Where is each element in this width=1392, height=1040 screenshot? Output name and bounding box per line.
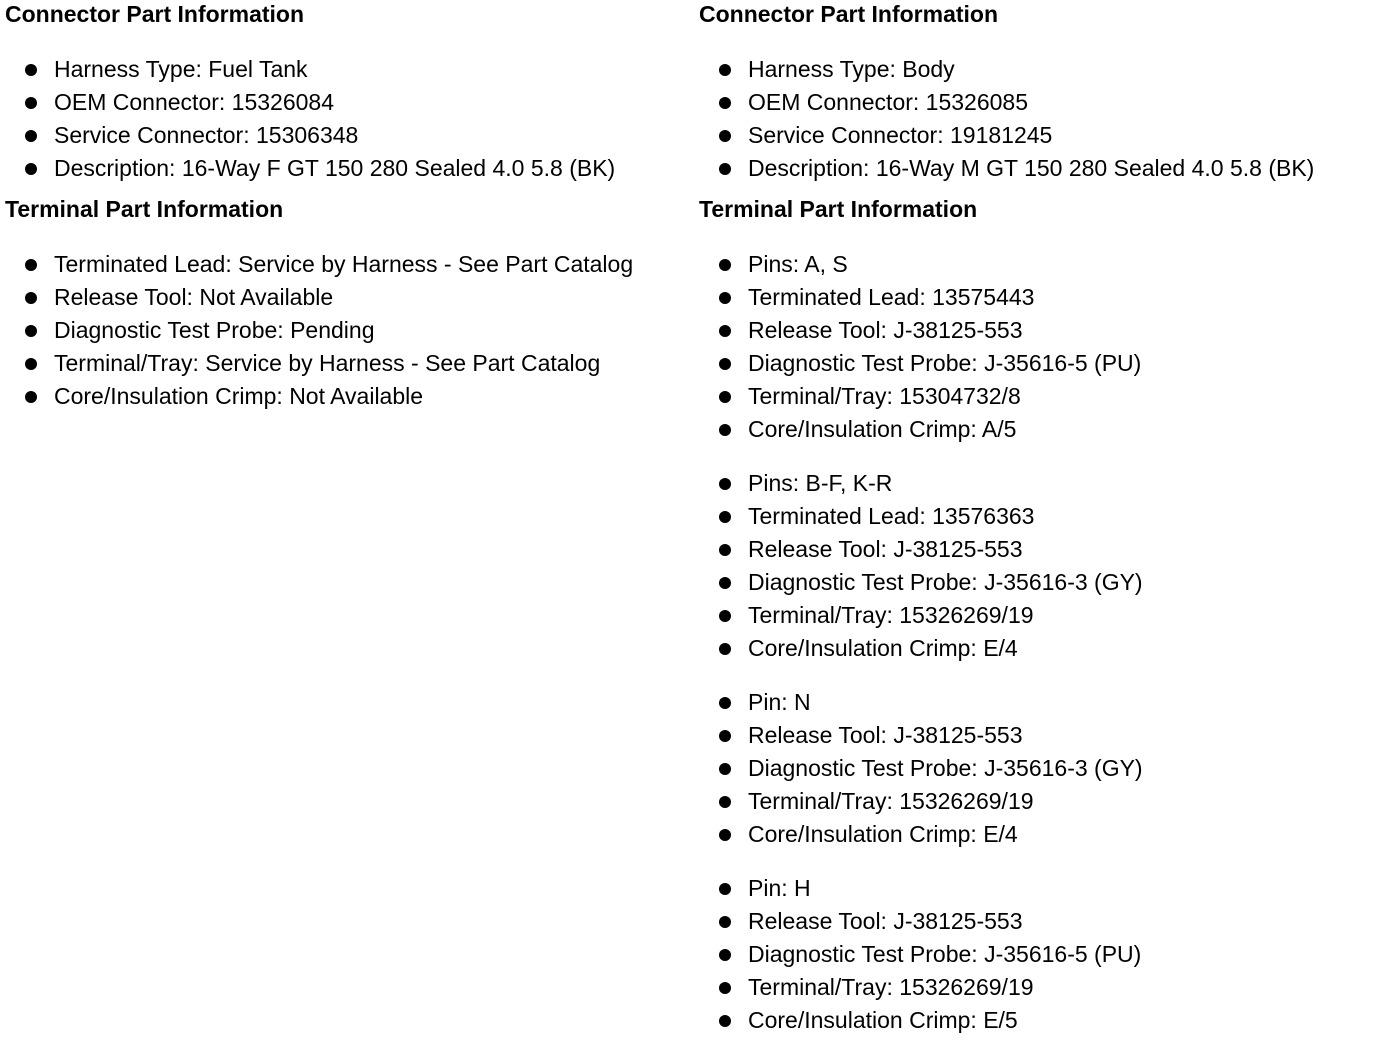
bullet-icon [25,130,37,142]
left-terminal-heading: Terminal Part Information [5,196,284,222]
list-item: Core/Insulation Crimp: E/4 [699,818,1143,851]
list-item: Release Tool: J-38125-553 [699,719,1143,752]
bullet-icon [25,97,37,109]
list-item: Core/Insulation Crimp: Not Available [5,380,633,413]
bullet-icon [719,358,731,370]
bullet-icon [25,325,37,337]
left-terminal-list [5,248,633,413]
list-item: Description: 16-Way M GT 150 280 Sealed 4.0 5.8 (BK) [699,152,1314,185]
bullet-icon [719,1015,731,1027]
bullet-icon [719,292,731,304]
bullet-icon [719,64,731,76]
list-item: Pin: H [699,872,1141,905]
bullet-icon [719,511,731,523]
bullet-icon [719,610,731,622]
list-item: Diagnostic Test Probe: Pending [5,314,633,347]
list-item: Core/Insulation Crimp: A/5 [699,413,1141,446]
bullet-icon [719,130,731,142]
list-item: Pin: N [699,686,1143,719]
bullet-icon [719,259,731,271]
list-item: Pins: B-F, K-R [699,467,1143,500]
bullet-icon [719,325,731,337]
right-terminal-heading: Terminal Part Information [699,196,978,222]
list-item: Terminated Lead: 13576363 [699,500,1143,533]
terminal-group-pin-n [699,686,1143,851]
list-item: Core/Insulation Crimp: E/4 [699,632,1143,665]
bullet-icon [719,916,731,928]
list-item: Terminal/Tray: 15304732/8 [699,380,1141,413]
bullet-icon [719,391,731,403]
list-item: Pins: A, S [699,248,1141,281]
list-item: Terminal/Tray: 15326269/19 [699,599,1143,632]
list-item: Release Tool: J-38125-553 [699,533,1143,566]
list-item: Diagnostic Test Probe: J-35616-3 (GY) [699,752,1143,785]
list-item: Service Connector: 19181245 [699,119,1314,152]
bullet-icon [25,64,37,76]
list-item: Diagnostic Test Probe: J-35616-3 (GY) [699,566,1143,599]
list-item: Diagnostic Test Probe: J-35616-5 (PU) [699,347,1141,380]
list-item: Terminal/Tray: 15326269/19 [699,785,1143,818]
bullet-icon [25,358,37,370]
bullet-icon [719,982,731,994]
terminal-group-pins-b-f-k-r [699,467,1143,665]
bullet-icon [719,163,731,175]
bullet-icon [25,292,37,304]
list-item: Terminated Lead: 13575443 [699,281,1141,314]
left-connector-heading: Connector Part Information [5,1,305,27]
right-connector-heading: Connector Part Information [699,1,999,27]
bullet-icon [719,478,731,490]
bullet-icon [719,883,731,895]
list-item: Terminated Lead: Service by Harness - See Part Catalog [5,248,633,281]
bullet-icon [719,544,731,556]
list-item: OEM Connector: 15326084 [5,86,615,119]
bullet-icon [25,391,37,403]
bullet-icon [719,796,731,808]
list-item: Diagnostic Test Probe: J-35616-5 (PU) [699,938,1141,971]
bullet-icon [719,697,731,709]
list-item: Terminal/Tray: 15326269/19 [699,971,1141,1004]
terminal-group-pin-h [699,872,1141,1037]
list-item: Core/Insulation Crimp: E/5 [699,1004,1141,1037]
list-item: OEM Connector: 15326085 [699,86,1314,119]
bullet-icon [719,829,731,841]
list-item: Harness Type: Body [699,53,1314,86]
bullet-icon [25,163,37,175]
list-item: Release Tool: J-38125-553 [699,905,1141,938]
bullet-icon [719,643,731,655]
terminal-group-pins-a-s [699,248,1141,446]
bullet-icon [719,730,731,742]
left-connector-list [5,53,615,185]
bullet-icon [719,949,731,961]
list-item: Release Tool: J-38125-553 [699,314,1141,347]
bullet-icon [25,259,37,271]
list-item: Harness Type: Fuel Tank [5,53,615,86]
bullet-icon [719,577,731,589]
bullet-icon [719,424,731,436]
list-item: Terminal/Tray: Service by Harness - See Part Catalog [5,347,633,380]
list-item: Release Tool: Not Available [5,281,633,314]
right-connector-list [699,53,1314,185]
bullet-icon [719,97,731,109]
bullet-icon [719,763,731,775]
list-item: Description: 16-Way F GT 150 280 Sealed 4.0 5.8 (BK) [5,152,615,185]
list-item: Service Connector: 15306348 [5,119,615,152]
